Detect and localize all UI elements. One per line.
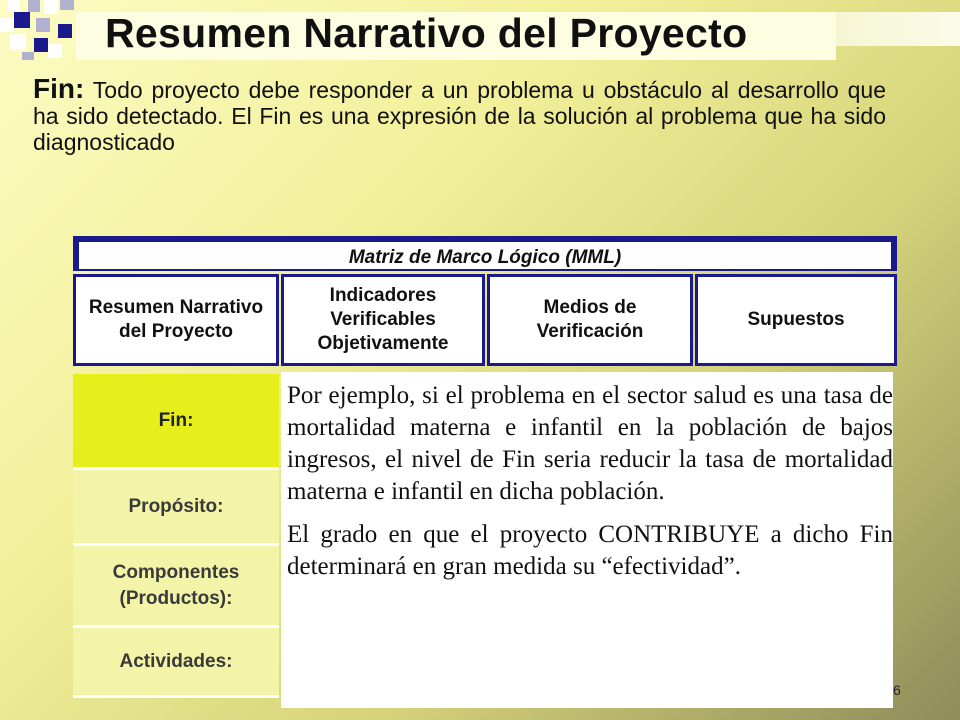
intro-paragraph <box>33 73 886 155</box>
title-banner-extension <box>836 12 960 46</box>
example-paragraph: Por ejemplo, si el problema en el sector salud es una tasa de mortalidad materna e infantil en la población de bajos ingresos, el nivel de Fin seria reducir la tasa de mortalidad materna e infantil en dicha población. <box>287 382 893 505</box>
matrix-title: Matriz de Marco Lógico (MML) <box>79 242 891 269</box>
page-number: 6 <box>893 682 901 698</box>
row-label-actividades[interactable]: Actividades: <box>73 628 279 698</box>
column-header-narrative: Resumen Narrativo del Proyecto <box>73 274 279 366</box>
intro-text: Todo proyecto debe responder a un problema u obstáculo al desarrollo que ha sido detectado. El Fin es una expresión de la solución al problema que ha sido diagnosticado <box>33 77 886 155</box>
example-callout <box>281 372 893 708</box>
column-header-means: Medios de Verificación <box>487 274 693 366</box>
row-label-proposito[interactable]: Propósito: <box>73 470 279 546</box>
contribution-paragraph: El grado en que el proyecto CONTRIBUYE a dicho Fin determinará en gran medida su “efectividad”. <box>287 521 893 580</box>
row-label-componentes[interactable]: Componentes (Productos): <box>73 546 279 628</box>
decorative-squares <box>0 0 80 60</box>
intro-term: Fin: <box>33 73 85 104</box>
column-header-indicators: Indicadores Verificables Objetivamente <box>281 274 485 366</box>
slide-title: Resumen Narrativo del Proyecto <box>105 10 748 56</box>
column-header-assumptions: Supuestos <box>695 274 897 366</box>
row-label-fin[interactable]: Fin: <box>73 374 279 470</box>
matrix-header <box>73 236 897 271</box>
